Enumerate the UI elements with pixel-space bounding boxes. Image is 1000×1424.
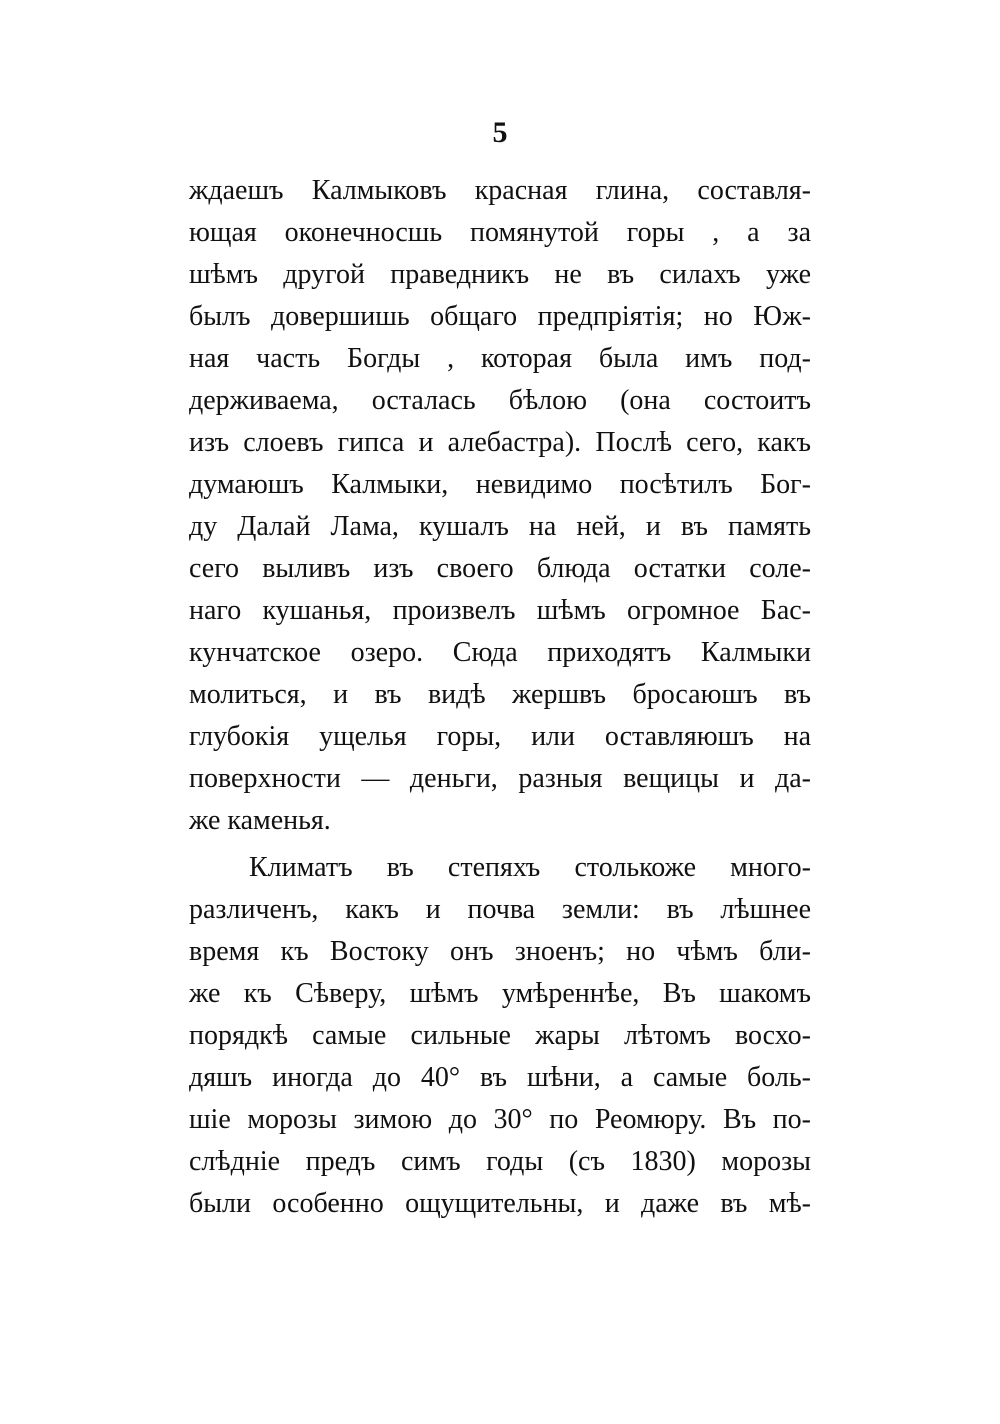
text-line: глубокія ущелья горы, или оставляюшъ на	[189, 721, 811, 752]
text-line: ющая оконечносшь помянутой горы , а за	[189, 217, 811, 248]
text-line: ная часть Богды , которая была имъ под-	[189, 343, 811, 374]
paragraph	[189, 847, 811, 1225]
text-line: молиться, и въ видѣ жершвъ бросаюшъ въ	[189, 679, 811, 710]
text-line: былъ довершишь общаго предпріятія; но Юж-	[189, 301, 811, 332]
text-line: шіе морозы зимою до 30° по Реомюру. Въ по-	[189, 1104, 811, 1135]
text-line: же каменья.	[189, 805, 331, 836]
text-line: различенъ, какъ и почва земли: въ лѣшнее	[189, 894, 811, 925]
page-number: 5	[492, 116, 508, 149]
text-line: время къ Востоку онъ зноенъ; но чѣмъ бли-	[189, 936, 811, 967]
text-line: ждаешъ Калмыковъ красная глина, составля-	[189, 175, 811, 206]
paragraph	[189, 170, 811, 842]
text-line: поверхности — деньги, разныя вещицы и да-	[189, 763, 811, 794]
text-line: шѣмъ другой праведникъ не въ силахъ уже	[189, 259, 811, 290]
text-line: изъ слоевъ гипса и алебастра). Послѣ сего, какъ	[189, 427, 811, 458]
text-line: порядкѣ самые сильные жары лѣтомъ восхо-	[189, 1020, 811, 1051]
text-line: дяшъ иногда до 40° въ шѣни, а самые боль-	[189, 1062, 811, 1093]
text-line: Климатъ въ степяхъ столькоже много-	[249, 852, 811, 883]
page-text	[189, 170, 811, 1225]
text-line: слѣдніе предъ симъ годы (съ 1830) морозы	[189, 1146, 811, 1177]
text-line: сего выливъ изъ своего блюда остатки соле-	[189, 553, 811, 584]
text-line: наго кушанья, произвелъ шѣмъ огромное Бас-	[189, 595, 811, 626]
text-line: же къ Сѣверу, шѣмъ умѣреннѣе, Въ шакомъ	[189, 978, 811, 1009]
text-line: держиваема, осталась бѣлою (она состоитъ	[189, 385, 811, 416]
text-line: думаюшъ Калмыки, невидимо посѣтилъ Бог-	[189, 469, 811, 500]
text-line: кунчатское озеро. Сюда приходятъ Калмыки	[189, 637, 811, 668]
text-line: ду Далай Лама, кушалъ на ней, и въ память	[189, 511, 811, 542]
text-line: были особенно ощущительны, и даже въ мѣ-	[189, 1188, 811, 1219]
